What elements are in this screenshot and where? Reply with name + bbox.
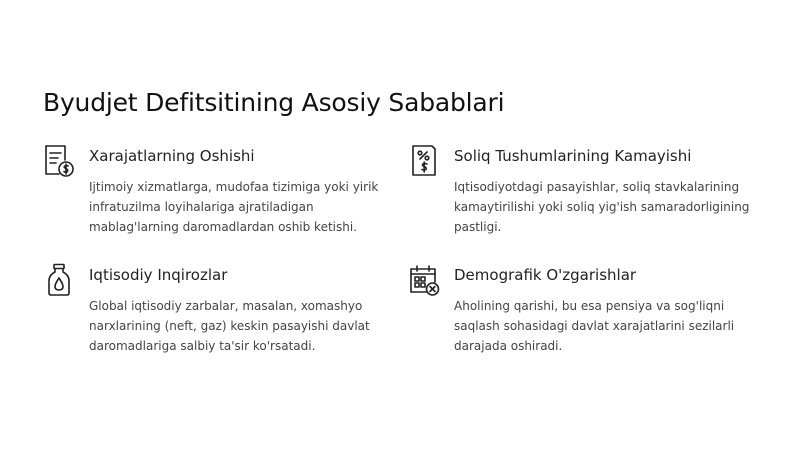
card-description: Global iqtisodiy zarbalar, masalan, xomashyo narxlarining (neft, gaz) keskin pasayishi davlat daromadlariga salbiy ta'sir ko'rsatadi. — [89, 299, 370, 353]
calendar-people-icon — [408, 263, 440, 297]
page-title: Byudjet Defitsitining Asosiy Sabablari — [43, 88, 505, 117]
card-description: Aholining qarishi, bu esa pensiya va sog'liqni saqlash sohasidagi davlat xarajatlarini sezilarli darajada oshiradi. — [454, 299, 735, 353]
tax-percent-dollar-icon — [408, 144, 440, 178]
card-description: Iqtisodiyotdagi pasayishlar, soliq stavkalarining kamaytirilishi yoki soliq yig'ish samaradorligining pastligi. — [454, 180, 750, 234]
card-description: Ijtimoiy xizmatlarga, mudofaa tizimiga yoki yirik infratuzilma loyihalariga ajratiladigan mablag'larning daromadlardan oshib ketishi. — [89, 180, 379, 234]
card-title: Iqtisodiy Inqirozlar — [89, 266, 228, 284]
card-title: Demografik O'zgarishlar — [454, 266, 637, 284]
card-title: Xarajatlarning Oshishi — [89, 147, 255, 165]
document-dollar-icon — [43, 144, 75, 178]
card-title: Soliq Tushumlarining Kamayishi — [454, 147, 692, 165]
oil-bottle-icon — [43, 263, 75, 297]
